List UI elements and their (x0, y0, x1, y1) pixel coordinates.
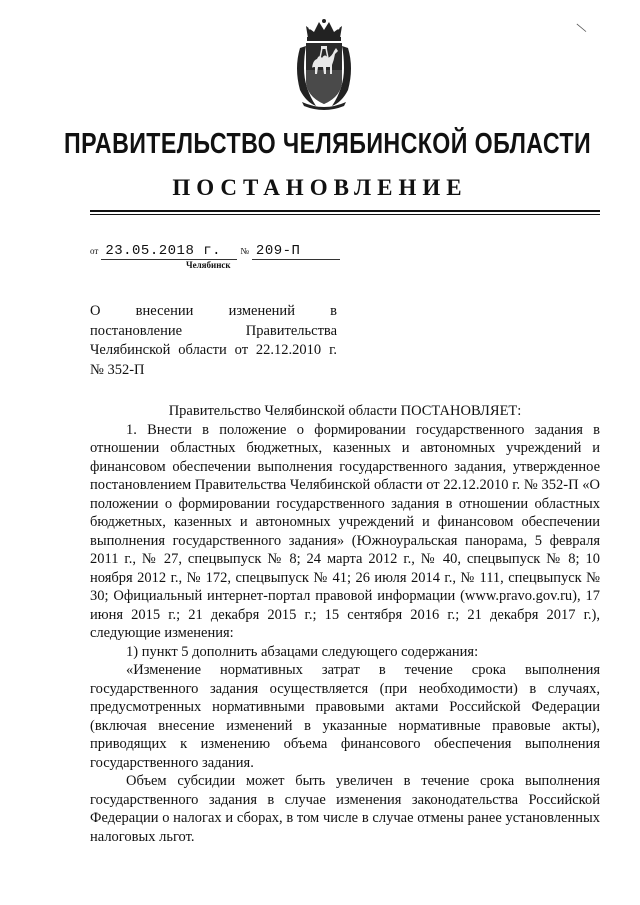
header-rule-thick (90, 210, 600, 212)
body-paragraph: 1) пункт 5 дополнить абзацами следующего содержания: (126, 643, 479, 660)
subject-line: постановление Правительства (90, 322, 337, 339)
header-rule-thin (90, 214, 600, 215)
number-prefix: № (240, 246, 249, 256)
body-paragraph: Объем субсидии может быть увеличен в течение срока выполнения государственного задания в случае изменения законодательства Российской Федерации о налогах и сборах, в том числе в случае отмены ранее установленных налоговых льгот. (90, 773, 600, 845)
subject-line: Челябинской области от 22.12.2010 г. (90, 342, 337, 358)
organization-title: ПРАВИТЕЛЬСТВО ЧЕЛЯБИНСКОЙ ОБЛАСТИ (64, 128, 592, 160)
document-body (90, 402, 600, 846)
document-date: 23.05.2018 г. (101, 243, 237, 260)
city-label: Челябинск (186, 260, 231, 270)
subject-line: № 352-П (90, 361, 145, 378)
subject-line: О внесении изменений в (90, 303, 337, 319)
document-type: ПОСТАНОВЛЕНИЕ (172, 175, 468, 200)
body-paragraph: «Изменение нормативных затрат в течение срока выполнения государственного задания осуществляется (при необходимости) в случаях, предусмотренных нормативными правовыми актами Российской Федерации (включая внесение изменений в указанные нормативные правовые акты), приводящих к изменению объема финансового обеспечения выполнения государственного задания. (90, 662, 600, 771)
corner-mark: — (572, 17, 592, 37)
date-prefix: от (90, 246, 99, 256)
document-subject (90, 302, 337, 380)
coat-of-arms-icon (292, 18, 356, 110)
preamble: Правительство Челябинской области ПОСТАНОВЛЯЕТ: (168, 403, 522, 419)
document-number: 209-П (252, 243, 340, 260)
body-paragraph: 1. Внести в положение о формировании государственного задания в отношении областных бюджетных, казенных и автономных учреждений и финансовом обеспечении выполнения государственного задания, утвержденное постановлением Правительства Челябинской области от 22.12.2010 г. № 352-П «О положении о формировании государственного задания в отношении областных бюджетных, казенных и автономных учреждений и финансовом обеспечении выполнения государственного задания» (Южноуральская панорама, 5 февраля 2011 г., № 27, спецвыпуск № 8; 24 марта 2012 г., № 40, спецвыпуск № 8; 10 ноября 2012 г., № 172, спецвыпуск № 41; 26 июля 2014 г., № 111, спецвыпуск № 30; Официальный интернет-портал правовой информации (www.pravo.gov.ru), 17 июня 2015 г.; 21 декабря 2015 г.; 15 сентября 2016 г.; 21 декабря 2017 г.), следующие изменения: (90, 421, 600, 641)
document-meta (90, 243, 340, 260)
